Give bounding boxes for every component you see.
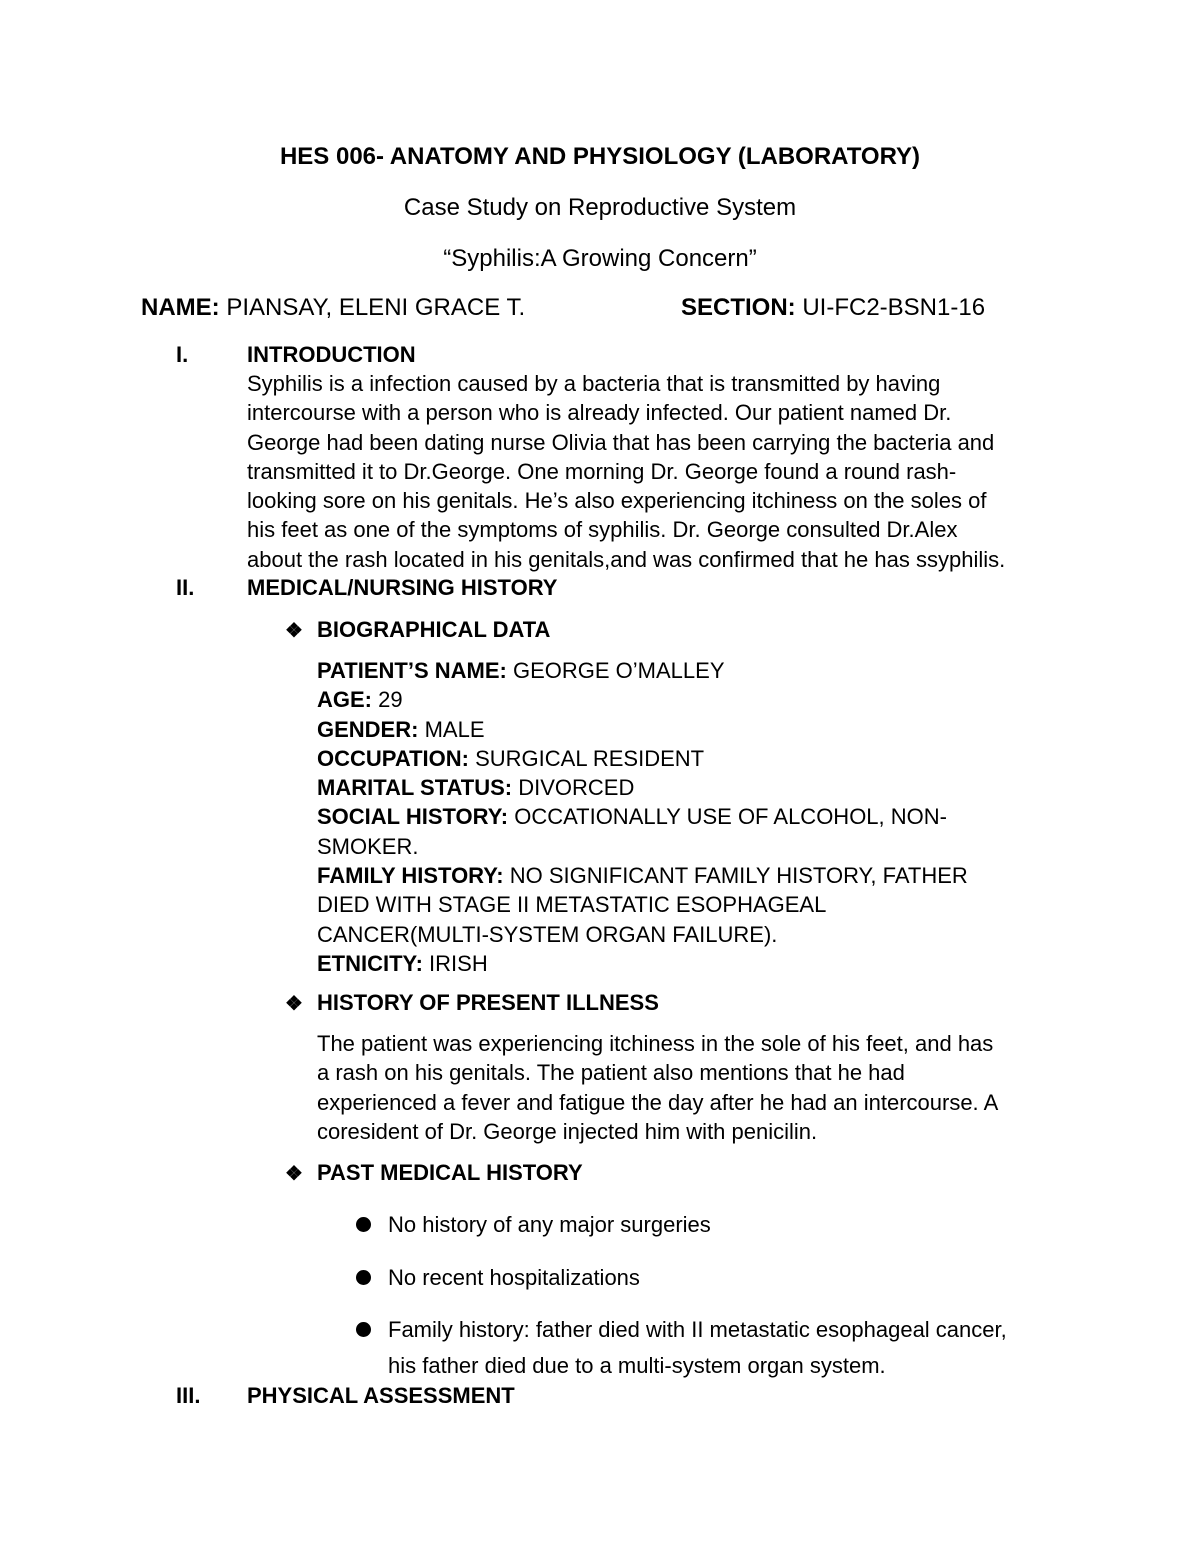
intro-line: Syphilis is a infection caused by a bacteria that is transmitted by having — [247, 371, 941, 396]
past-medical-item: Family history: father died with II metastatic esophageal cancer, — [388, 1317, 1007, 1342]
bio-gender: GENDER: MALE — [317, 716, 485, 742]
intro-line: about the rash located in his genitals,and was confirmed that he has ssyphilis. — [247, 546, 1006, 572]
diamond-bullet-icon: ❖ — [285, 620, 303, 642]
subheading-present-illness: HISTORY OF PRESENT ILLNESS — [317, 990, 659, 1015]
section-heading-physical: PHYSICAL ASSESSMENT — [247, 1383, 515, 1408]
bio-family-history: FAMILY HISTORY: NO SIGNIFICANT FAMILY HISTORY, FATHER — [317, 863, 968, 889]
intro-line: looking sore on his genitals. He’s also experiencing itchiness on the soles of — [247, 488, 987, 514]
student-name — [141, 294, 525, 322]
bio-occupation: OCCUPATION: SURGICAL RESIDENT — [317, 745, 705, 771]
past-medical-item-cont: his father died due to a multi-system organ system. — [388, 1353, 886, 1378]
intro-line: George had been dating nurse Olivia that has been carrying the bacteria and — [247, 429, 995, 455]
present-illness-line: coresident of Dr. George injected him with penicilin. — [317, 1118, 818, 1144]
subheading-biographical: BIOGRAPHICAL DATA — [317, 617, 551, 642]
intro-paragraph — [247, 369, 1005, 574]
section-label: SECTION: — [681, 294, 796, 321]
biographical-data — [317, 656, 968, 978]
bullet-dot-icon — [356, 1270, 371, 1285]
bio-age: AGE: 29 — [317, 687, 403, 713]
present-illness-line: experienced a fever and fatigue the day after he had an intercourse. A — [317, 1089, 999, 1115]
name-value: PIANSAY, ELENI GRACE T. — [226, 294, 526, 321]
intro-line: his feet as one of the symptoms of syphilis. Dr. George consulted Dr.Alex — [247, 517, 958, 543]
name-label: NAME: — [141, 294, 220, 321]
intro-line: transmitted it to Dr.George. One morning Dr. George found a round rash- — [247, 458, 957, 484]
diamond-bullet-icon: ❖ — [285, 993, 303, 1015]
bullet-dot-icon — [356, 1217, 371, 1232]
case-title: “Syphilis:A Growing Concern” — [443, 245, 757, 272]
bio-social-history: SOCIAL HISTORY: OCCATIONALLY USE OF ALCOHOL, NON- — [317, 804, 947, 830]
bio-social-history-cont: SMOKER. — [317, 833, 419, 859]
section-heading-history: MEDICAL/NURSING HISTORY — [247, 575, 558, 600]
diamond-bullet-icon: ❖ — [285, 1163, 303, 1185]
subheading-past-medical: PAST MEDICAL HISTORY — [317, 1160, 583, 1185]
bio-family-history-cont: CANCER(MULTI-SYSTEM ORGAN FAILURE). — [317, 921, 778, 947]
past-medical-item: No history of any major surgeries — [388, 1212, 711, 1237]
bio-patient-name: PATIENT’S NAME: GEORGE O’MALLEY — [317, 658, 725, 683]
document-subtitle: Case Study on Reproductive System — [403, 194, 797, 221]
present-illness-paragraph — [317, 1029, 998, 1146]
student-section — [681, 294, 985, 322]
document-title: HES 006- ANATOMY AND PHYSIOLOGY (LABORATORY) — [279, 143, 921, 170]
past-medical-item: No recent hospitalizations — [388, 1265, 640, 1290]
bio-marital-status: MARITAL STATUS: DIVORCED — [317, 775, 635, 801]
section-numeral-history: II. — [176, 575, 195, 600]
section-value: UI-FC2-BSN1-16 — [802, 294, 986, 321]
present-illness-line: a rash on his genitals. The patient also mentions that he had — [317, 1060, 905, 1086]
bio-family-history-cont: DIED WITH STAGE II METASTATIC ESOPHAGEAL — [317, 892, 827, 918]
present-illness-line: The patient was experiencing itchiness in the sole of his feet, and has — [317, 1031, 994, 1056]
bio-ethnicity: ETNICITY: IRISH — [317, 950, 488, 976]
section-heading-intro: INTRODUCTION — [247, 342, 416, 367]
section-numeral-intro: I. — [176, 342, 189, 367]
intro-line: intercourse with a person who is already infected. Our patient named Dr. — [247, 400, 952, 426]
bullet-dot-icon — [356, 1322, 371, 1337]
section-numeral-physical: III. — [176, 1383, 201, 1408]
